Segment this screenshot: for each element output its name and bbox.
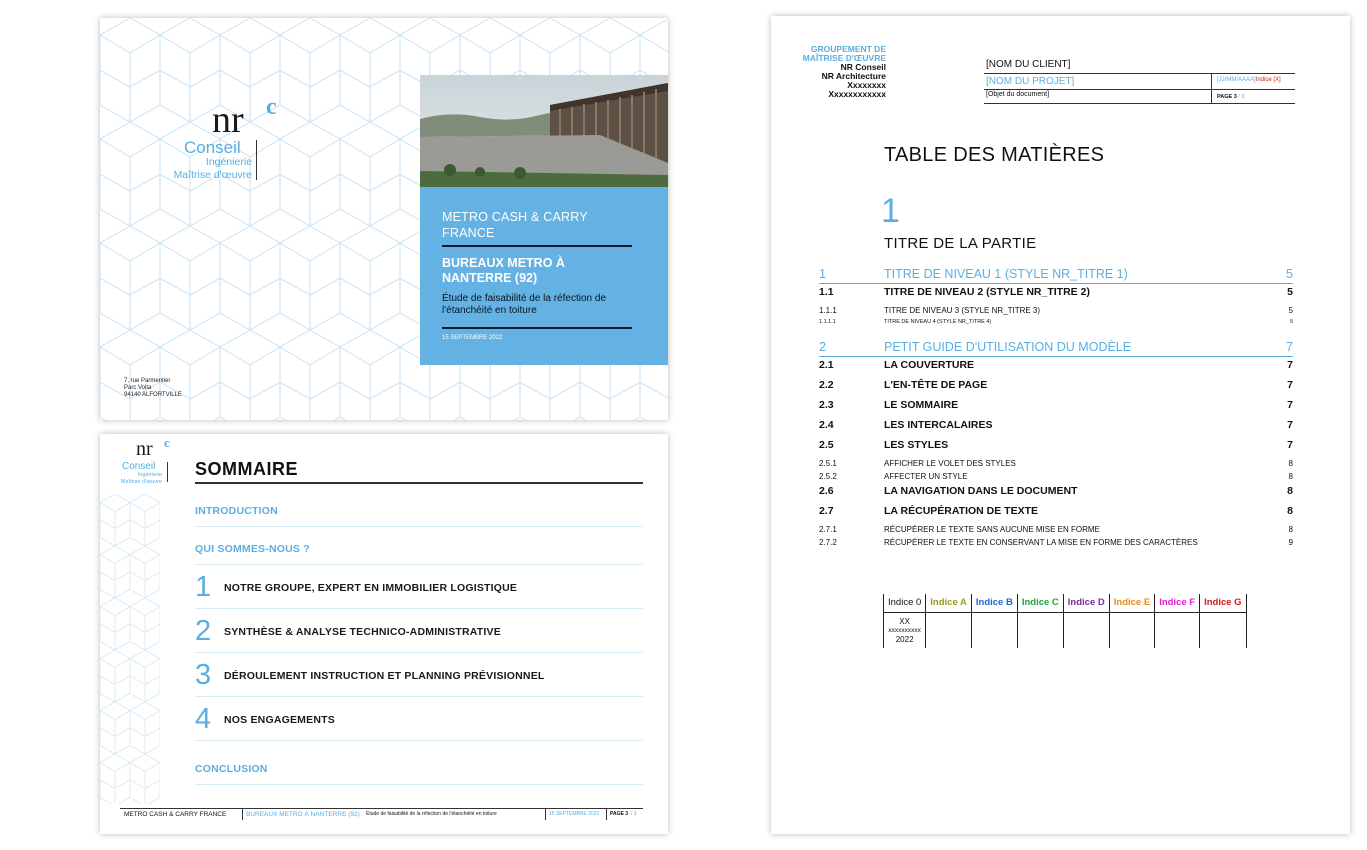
part-title: TITRE DE LA PARTIE [884,235,1037,252]
toc-entry-text: RÉCUPÉRER LE TEXTE SANS AUCUNE MISE EN FORME [884,525,1100,534]
indices-header-row [884,594,1247,612]
part-number: 1 [881,192,900,230]
cover-project: BUREAUX METRO À NANTERRE (92) [442,256,565,285]
cover-client: METRO CASH & CARRY FRANCE [442,210,588,240]
toc-entry-text: AFFECTER UN STYLE [884,472,968,481]
sommaire-page [100,434,668,834]
indices-table [883,594,1247,648]
cover-rule-bottom [442,327,632,329]
toc-entry-text: AFFICHER LE VOLET DES STYLES [884,459,1016,468]
indice-cell [1200,612,1246,648]
sommaire-item-3[interactable]: 3 DÉROULEMENT INSTRUCTION ET PLANNING PRÉVISIONNEL [195,653,643,697]
sommaire-item-4[interactable]: 4 NOS ENGAGEMENTS [195,697,643,741]
indice-cell: XX xxxxxxxxxx 2022 [884,612,926,648]
indice-header: Indice E [1109,594,1154,612]
toc-entry-page: 5 [1287,286,1293,298]
toc-entry[interactable] [819,399,1293,413]
header-separator [1211,74,1212,103]
header-page: PAGE 3 / 3 [1217,94,1245,100]
toc-entry-number: 1.1.1.1 [819,319,836,325]
nrc-logo [168,94,368,208]
toc-entry-page: 7 [1287,419,1293,431]
indice-header: Indice C [1017,594,1063,612]
toc-entry-text: L'EN-TÊTE DE PAGE [884,379,988,391]
table-of-contents-page [771,16,1350,834]
toc-entry[interactable] [819,505,1293,519]
sommaire-item-conclusion[interactable]: CONCLUSION [195,741,643,785]
cover-page [100,18,668,420]
sommaire-item-1[interactable]: 1 NOTRE GROUPE, EXPERT EN IMMOBILIER LOGISTIQUE [195,565,643,609]
sommaire-item-introduction[interactable]: INTRODUCTION [195,483,643,527]
sommaire-item-2[interactable]: 2 SYNTHÈSE & ANALYSE TECHNICO-ADMINISTRATIVE [195,609,643,653]
indice-header: Indice G [1200,594,1246,612]
toc-entry[interactable] [819,267,1293,284]
cover-description: Étude de faisabilité de la réfection de l'étanchéité en toiture [442,293,606,316]
logo-divider [167,462,168,482]
cover-date: 15 SEPTEMBRE 2022 [442,335,503,341]
indice-cell [1017,612,1063,648]
indice-cell [1155,612,1200,648]
indice-cell [1109,612,1154,648]
toc-entry-number: 2.6 [819,485,834,497]
indices-body-row [884,612,1247,648]
footer-page: PAGE 3 [610,811,628,817]
footer-project: BUREAUX METRO À NANTERRE (92) [246,811,360,818]
logo-c: c [164,435,170,450]
sommaire-title: SOMMAIRE [195,459,298,479]
toc-entry-number: 2.5 [819,439,834,451]
toc-entry-number: 1.1 [819,286,834,298]
toc-entry-number: 1.1.1 [819,306,837,315]
toc-entry-number: 2 [819,340,826,354]
toc-entry-text: TITRE DE NIVEAU 4 (STYLE NR_TITRE 4) [884,319,992,325]
toc-entry-text: TITRE DE NIVEAU 1 (STYLE NR_TITRE 1) [884,267,1128,281]
toc-entry-text: PETIT GUIDE D'UTILISATION DU MODÈLE [884,340,1132,354]
nrc-logo-small [110,435,200,498]
toc-entry[interactable] [819,379,1293,393]
address: 7, rue Parmentier Parc Volta 94140 ALFORTVILLE [124,378,182,398]
toc-entry-text: LES INTERCALAIRES [884,419,993,431]
logo-subtitle: Ingénierie Maîtrise d'œuvre [173,156,252,181]
logo-c: c [266,94,277,120]
logo-conseil: Conseil [184,138,241,157]
toc-entry-page: 5 [1288,306,1293,315]
toc-entry-page: 7 [1287,439,1293,451]
toc-entry-number: 1 [819,267,826,281]
indice-header: Indice A [926,594,972,612]
toc-entry-number: 2.3 [819,399,834,411]
toc-entry-text: LES STYLES [884,439,949,451]
toc-entry-text: LE SOMMAIRE [884,399,959,411]
indice-header: Indice F [1155,594,1200,612]
toc-entry[interactable] [819,459,1293,470]
toc-entry-number: 2.7.1 [819,525,837,534]
toc-entry-text: LA COUVERTURE [884,359,975,371]
indice-header: Indice 0 [884,594,926,612]
cover-rule-top [442,245,632,247]
indice-cell [971,612,1017,648]
toc-entry-number: 2.7 [819,505,834,517]
toc-entry-page: 8 [1288,525,1293,534]
header-rule-3 [984,103,1295,104]
toc-entry[interactable] [819,306,1293,317]
footer-client: METRO CASH & CARRY FRANCE [124,811,227,818]
toc-entry[interactable] [819,286,1293,300]
logo-subtitle: Ingénierie Maîtrise d'œuvre [120,472,162,485]
toc-entry[interactable] [819,319,1293,327]
toc-entry-page: 7 [1286,340,1293,354]
header-date: [JJ/MM/AAAA]Indice [X] [1217,77,1281,83]
toc-entry-number: 2.5.2 [819,472,837,481]
toc-entry-number: 2.7.2 [819,538,837,547]
indice-cell [1063,612,1109,648]
toc-entry-page: 7 [1287,359,1293,371]
header-client: [NOM DU CLIENT] [986,59,1071,70]
toc-entry-page: 8 [1287,485,1293,497]
logo-conseil: Conseil [122,461,156,472]
header-project: [NOM DU PROJET] [986,76,1075,87]
toc-entry-text: RÉCUPÉRER LE TEXTE EN CONSERVANT LA MISE EN FORME DES CARACTÈRES [884,538,1198,547]
indice-cell [926,612,972,648]
toc-entry-page: 5 [1289,319,1293,325]
toc-entry[interactable] [819,359,1293,373]
indice-header: Indice D [1063,594,1109,612]
header-group: GROUPEMENT DE MAÎTRISE D'ŒUVRE NR Conseil NR Architecture Xxxxxxxx Xxxxxxxxxxxx [802,44,886,99]
toc-title: TABLE DES MATIÈRES [884,144,1105,166]
toc-entry-text: TITRE DE NIVEAU 3 (STYLE NR_TITRE 3) [884,306,1041,315]
footer-date: 15 SEPTEMBRE 2022 [549,811,600,817]
toc-entry-page: 7 [1287,379,1293,391]
header-object: [Objet du document] [986,91,1050,98]
sommaire-footer [120,808,643,820]
toc-entry-text: LA NAVIGATION DANS LE DOCUMENT [884,485,1078,497]
toc-entry-page: 9 [1288,538,1293,547]
header-rule-2 [984,89,1295,90]
toc-entry-page: 8 [1288,472,1293,481]
toc-entry-number: 2.4 [819,419,834,431]
toc-entry-number: 2.2 [819,379,834,391]
toc-entry-number: 2.1 [819,359,834,371]
logo-nr: nr [136,438,153,460]
cover-title-block [420,187,668,365]
building-photo [420,75,668,187]
toc-entry[interactable] [819,419,1293,433]
toc-entry[interactable] [819,472,1293,483]
toc-entry-page: 8 [1287,505,1293,517]
toc-entry-text: LA RÉCUPÉRATION DE TEXTE [884,505,1039,517]
toc-entry-page: 7 [1287,399,1293,411]
header-rule-1 [984,73,1295,74]
toc-entry[interactable] [819,538,1293,549]
footer-page-total: / 3 [631,811,637,817]
toc-entry[interactable] [819,525,1293,536]
footer-desc: Étude de faisabilité de la réfection de l'étanchéité en toiture [366,811,497,817]
toc-entry-page: 5 [1286,267,1293,281]
toc-entry[interactable] [819,485,1293,499]
toc-entry-number: 2.5.1 [819,459,837,468]
toc-entry[interactable] [819,439,1293,453]
sommaire-item-qui[interactable]: QUI SOMMES-NOUS ? [195,527,643,565]
logo-nr: nr [212,99,244,141]
indice-header: Indice B [971,594,1017,612]
logo-divider [256,140,257,180]
toc-entry-text: TITRE DE NIVEAU 2 (STYLE NR_TITRE 2) [884,286,1090,298]
cube-pattern-strip [100,494,160,804]
toc-entry-page: 8 [1288,459,1293,468]
toc-entry[interactable] [819,340,1293,357]
